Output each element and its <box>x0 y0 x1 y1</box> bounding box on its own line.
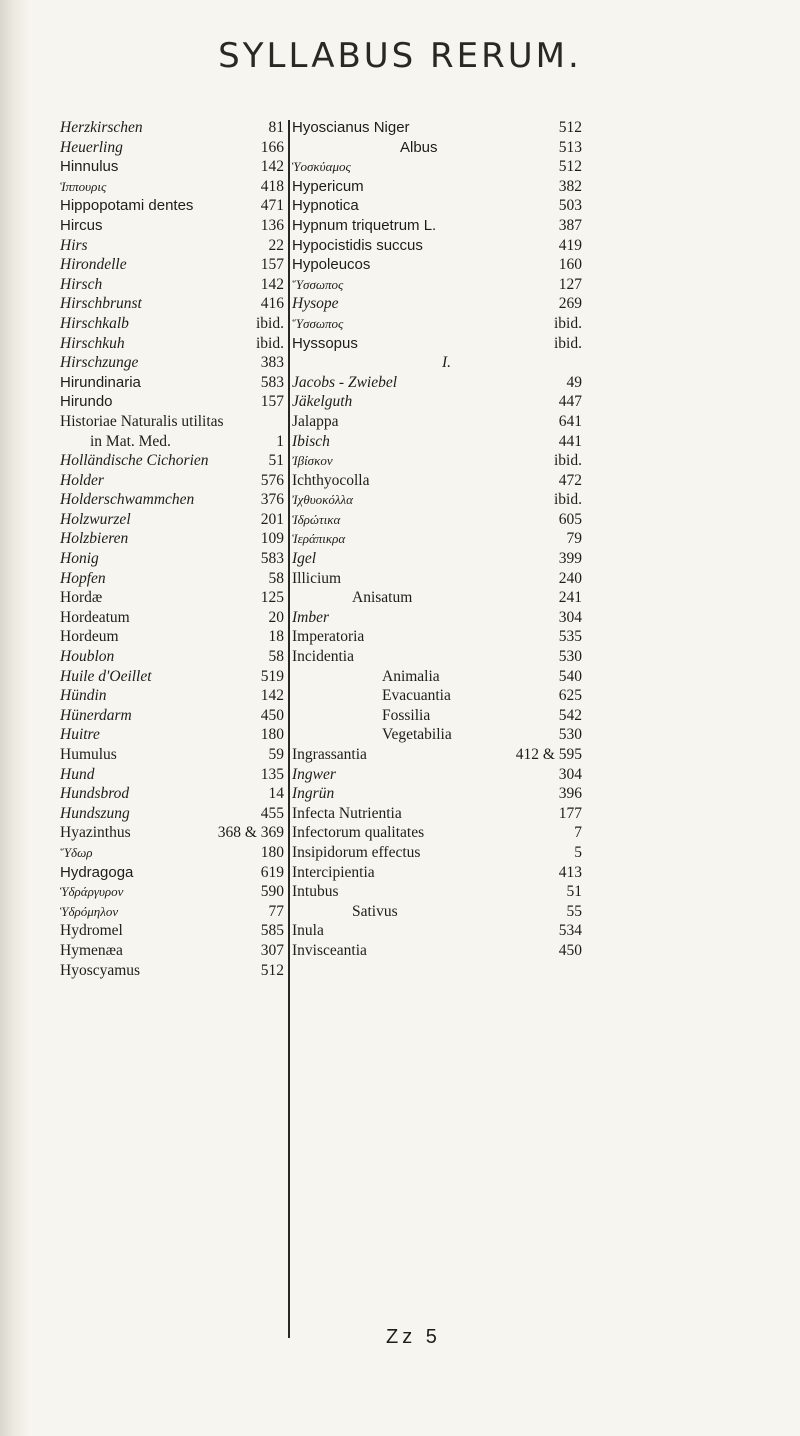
index-entry <box>292 686 582 706</box>
index-entry <box>60 392 284 412</box>
page-edge-shadow <box>0 0 30 1436</box>
index-entry <box>60 569 284 589</box>
index-term: Incidentia <box>292 648 354 666</box>
index-term: Hirschzunge <box>60 354 139 372</box>
index-entry <box>60 804 284 824</box>
index-term: Ἰχθυοκόλλα <box>292 492 353 508</box>
page-reference: 7 <box>574 824 582 842</box>
page-reference: 530 <box>558 726 582 744</box>
index-entry <box>292 823 582 843</box>
index-term: Hircus <box>60 216 103 234</box>
index-term: Ἱεράπικρα <box>292 531 346 547</box>
index-entry <box>292 412 582 432</box>
index-entry <box>60 255 284 275</box>
index-entry <box>60 725 284 745</box>
index-term: Herzkirschen <box>60 119 143 136</box>
index-term: Hypoleucos <box>292 256 371 274</box>
index-term: Hundszung <box>60 804 130 822</box>
page-reference: 109 <box>260 530 284 548</box>
index-entry <box>292 843 582 863</box>
index-entry <box>60 647 284 667</box>
index-entry <box>60 275 284 295</box>
page-reference: 450 <box>260 706 284 724</box>
index-term: Igel <box>292 550 317 568</box>
index-term: Hirundinaria <box>60 373 141 391</box>
index-entry <box>292 255 582 275</box>
index-term: Hypocistidis succus <box>292 236 423 254</box>
page-reference: 471 <box>260 197 284 215</box>
index-term: Holderschwammchen <box>60 491 195 509</box>
index-entry <box>60 157 284 177</box>
index-term: Ibisch <box>292 432 330 450</box>
page-reference: 269 <box>558 295 582 313</box>
index-term: Hinnulus <box>60 158 119 176</box>
index-term: Hippopotami dentes <box>60 197 194 215</box>
index-entry <box>292 784 582 804</box>
index-entry <box>60 921 284 941</box>
index-entry <box>60 510 284 530</box>
index-term: Ὕδωρ <box>60 844 93 860</box>
page-reference: 177 <box>558 804 582 822</box>
index-entry <box>60 373 284 393</box>
page-reference: 58 <box>268 648 284 666</box>
index-term: Illicium <box>292 569 342 587</box>
index-entry <box>60 412 284 432</box>
index-entry <box>292 667 582 687</box>
page-reference: 22 <box>268 236 284 254</box>
left-index-column <box>60 118 284 980</box>
index-entry <box>292 529 582 549</box>
page-reference: 418 <box>260 177 284 195</box>
page-reference: 542 <box>558 706 582 724</box>
page-reference: ibid. <box>554 334 582 352</box>
page-reference: 180 <box>260 726 284 744</box>
page-reference: 142 <box>260 275 284 293</box>
index-entry <box>292 569 582 589</box>
index-term: Ingrün <box>292 785 335 803</box>
index-term: Ὑδρόμηλον <box>60 903 119 919</box>
signature-mark: Zz 5 <box>386 1326 441 1348</box>
index-term: Infecta Nutrientia <box>292 804 402 822</box>
index-entry <box>292 392 582 412</box>
page-reference: 166 <box>260 138 284 156</box>
index-entry <box>292 118 582 138</box>
index-entry <box>292 216 582 236</box>
index-term: Ὑδράργυρον <box>60 884 124 900</box>
index-term: Houblon <box>60 648 115 666</box>
page-reference: 55 <box>566 902 582 920</box>
page-reference: 535 <box>558 628 582 646</box>
index-entry <box>292 196 582 216</box>
page-reference: 419 <box>558 236 582 254</box>
page-title: SYLLABUS RERUM. <box>218 36 582 76</box>
index-entry <box>60 138 284 158</box>
index-entry <box>60 216 284 236</box>
page-reference: 455 <box>260 804 284 822</box>
index-term: Hyoscyamus <box>60 961 141 979</box>
page-reference: 304 <box>558 608 582 626</box>
index-entry <box>292 157 582 177</box>
index-term: Hypnotica <box>292 197 359 215</box>
page-reference: 157 <box>260 393 284 411</box>
index-entry <box>60 334 284 354</box>
index-term: Hydromel <box>60 922 123 940</box>
page-reference: 540 <box>558 667 582 685</box>
index-term: Jalappa <box>292 412 339 430</box>
index-entry <box>292 236 582 256</box>
index-entry <box>60 686 284 706</box>
page-reference: 503 <box>558 197 582 215</box>
index-term: Holder <box>60 471 104 489</box>
page-reference: 51 <box>268 452 284 470</box>
index-entry <box>292 725 582 745</box>
index-term: Infectorum qualitates <box>292 824 425 842</box>
index-entry <box>292 804 582 824</box>
index-term: Holzbieren <box>60 530 129 548</box>
index-entry <box>60 177 284 197</box>
index-term: Ἱππουρις <box>60 178 107 194</box>
page-reference: 413 <box>558 863 582 881</box>
index-term: Imber <box>292 608 330 626</box>
index-term: Humulus <box>60 746 117 763</box>
index-term: Hirondelle <box>60 256 127 274</box>
page-reference: 512 <box>558 119 582 136</box>
index-term: Hypericum <box>292 177 364 195</box>
page-reference: 387 <box>558 216 582 234</box>
index-term: Hordæ <box>60 589 103 607</box>
index-term: Hordeum <box>60 628 119 646</box>
page-reference: 519 <box>260 667 284 685</box>
index-term: Hyoscianus Niger <box>292 119 410 136</box>
index-entry <box>292 765 582 785</box>
index-term: Albus <box>400 138 438 156</box>
page-reference: 368 & 369 <box>217 824 284 842</box>
index-entry <box>60 490 284 510</box>
index-term: Jacobs - Zwiebel <box>292 373 398 391</box>
index-entry <box>60 236 284 256</box>
page-reference: 180 <box>260 843 284 861</box>
index-term: Ἰβίσκον <box>292 453 333 469</box>
index-entry <box>292 882 582 902</box>
page-reference: 240 <box>558 569 582 587</box>
page-reference: 135 <box>260 765 284 783</box>
page-reference: 157 <box>260 256 284 274</box>
page-reference: ibid. <box>554 491 582 509</box>
index-term: Historiae Naturalis utilitas <box>60 412 224 430</box>
page-reference: 125 <box>260 589 284 607</box>
index-term: Fossilia <box>382 706 431 724</box>
index-term: Hirschbrunst <box>60 295 142 313</box>
index-entry <box>60 823 284 843</box>
index-term: Imperatoria <box>292 628 365 646</box>
index-entry <box>292 941 582 961</box>
page-reference: ibid. <box>554 314 582 332</box>
index-entry <box>60 608 284 628</box>
page-reference: 51 <box>566 883 582 901</box>
index-entry <box>60 667 284 687</box>
index-term: Sativus <box>352 902 398 920</box>
index-term: Anisatum <box>352 589 413 607</box>
index-term: Hyazinthus <box>60 824 131 842</box>
column-divider <box>288 120 290 1338</box>
index-term: Hirsch <box>60 275 103 293</box>
page-reference: 376 <box>260 491 284 509</box>
page-reference: 441 <box>558 432 582 450</box>
index-entry <box>292 902 582 922</box>
index-term: Holländische Cichorien <box>60 452 209 470</box>
index-entry <box>60 784 284 804</box>
index-term: Hund <box>60 765 95 783</box>
page-reference: 18 <box>268 628 284 646</box>
index-entry <box>292 490 582 510</box>
index-term: Intercipientia <box>292 863 375 881</box>
index-term: Huile d'Oeillet <box>60 667 152 685</box>
index-term: Honig <box>60 550 99 568</box>
page-reference: 472 <box>558 471 582 489</box>
page-reference: 641 <box>558 412 582 430</box>
index-term: in Mat. Med. <box>90 432 171 450</box>
page-reference: 412 & 595 <box>515 746 582 763</box>
page-reference: 77 <box>268 902 284 920</box>
page-reference: 20 <box>268 608 284 626</box>
index-entry <box>60 882 284 902</box>
page-reference: 307 <box>260 941 284 959</box>
index-term: Huitre <box>60 726 100 744</box>
index-entry <box>292 549 582 569</box>
index-term: Hündin <box>60 687 107 705</box>
index-entry <box>60 196 284 216</box>
index-entry <box>60 451 284 471</box>
index-term: Ὑοσκύαμος <box>292 159 351 175</box>
page-reference: 513 <box>558 138 582 156</box>
page-reference: 512 <box>260 961 284 979</box>
page-reference: 160 <box>558 256 582 274</box>
page-reference: 5 <box>574 843 582 861</box>
page-reference: 136 <box>260 216 284 234</box>
index-entry <box>292 863 582 883</box>
index-entry <box>60 294 284 314</box>
page-reference: 49 <box>566 373 582 391</box>
page-reference: 59 <box>268 746 284 763</box>
index-entry <box>292 471 582 491</box>
index-term: Hopfen <box>60 569 106 587</box>
page-reference: 58 <box>268 569 284 587</box>
index-entry <box>292 608 582 628</box>
index-term: Ingrassantia <box>292 746 367 763</box>
page-reference: 241 <box>558 589 582 607</box>
index-entry <box>292 510 582 530</box>
index-term: Jäkelguth <box>292 393 353 411</box>
index-entry <box>60 902 284 922</box>
page-reference: 583 <box>260 373 284 391</box>
index-term: Ὕσσωπος <box>292 315 344 331</box>
index-entry <box>292 177 582 197</box>
page-reference: 304 <box>558 765 582 783</box>
index-entry <box>292 373 582 393</box>
index-term: Hirschkuh <box>60 334 125 352</box>
page-reference: 142 <box>260 158 284 176</box>
index-entry <box>292 921 582 941</box>
index-entry <box>292 432 582 452</box>
index-entry <box>60 941 284 961</box>
index-entry <box>60 765 284 785</box>
page-reference: ibid. <box>554 452 582 470</box>
index-term: Hirundo <box>60 393 113 411</box>
index-term: Ingwer <box>292 765 336 783</box>
index-entry <box>60 314 284 334</box>
index-entry <box>292 451 582 471</box>
index-entry <box>60 118 284 138</box>
page-reference: 383 <box>260 354 284 372</box>
page-reference: 447 <box>558 393 582 411</box>
index-term: Invisceantia <box>292 941 367 959</box>
index-entry <box>60 471 284 491</box>
page-reference: 530 <box>558 648 582 666</box>
index-entry <box>60 353 284 373</box>
index-entry <box>292 353 582 373</box>
index-term: Ὕσσωπος <box>292 276 344 292</box>
index-term: Ἱδρώτικα <box>292 511 341 527</box>
index-term: Hirschkalb <box>60 314 129 332</box>
page-reference: 605 <box>558 510 582 528</box>
page-reference: 590 <box>260 883 284 901</box>
page-reference: ibid. <box>256 334 284 352</box>
index-term: Hünerdarm <box>60 706 132 724</box>
page-reference: 127 <box>558 275 582 293</box>
index-entry <box>60 961 284 981</box>
index-term: Insipidorum effectus <box>292 843 421 861</box>
page-reference: ibid. <box>256 314 284 332</box>
index-entry <box>292 706 582 726</box>
page-reference: 201 <box>260 510 284 528</box>
page-reference: 512 <box>558 158 582 176</box>
index-term: I. <box>442 354 452 372</box>
index-term: Vegetabilia <box>382 726 452 744</box>
index-entry <box>292 334 582 354</box>
index-entry <box>60 549 284 569</box>
right-index-column <box>292 118 582 961</box>
page-reference: 585 <box>260 922 284 940</box>
page-reference: 625 <box>558 687 582 705</box>
index-term: Inula <box>292 922 324 940</box>
page-reference: 396 <box>558 785 582 803</box>
page-reference: 534 <box>558 922 582 940</box>
page-reference: 1 <box>276 432 284 450</box>
index-entry <box>292 275 582 295</box>
index-term: Hymenæa <box>60 941 123 959</box>
index-entry <box>292 745 582 765</box>
index-entry <box>292 627 582 647</box>
index-term: Hundsbrod <box>60 785 130 803</box>
index-entry <box>60 706 284 726</box>
index-term: Animalia <box>382 667 440 685</box>
index-entry <box>60 843 284 863</box>
page-reference: 382 <box>558 177 582 195</box>
index-term: Evacuantia <box>382 687 451 705</box>
index-entry <box>60 745 284 765</box>
page-reference: 399 <box>558 550 582 568</box>
index-entry <box>60 863 284 883</box>
page-reference: 142 <box>260 687 284 705</box>
index-entry <box>292 314 582 334</box>
index-entry <box>292 138 582 158</box>
index-term: Intubus <box>292 883 339 901</box>
index-entry <box>292 647 582 667</box>
index-term: Hirs <box>60 236 88 254</box>
index-term: Hordeatum <box>60 608 130 626</box>
index-entry <box>292 588 582 608</box>
index-entry <box>60 529 284 549</box>
index-entry <box>292 294 582 314</box>
index-term: Hypnum triquetrum L. <box>292 216 437 234</box>
page-reference: 79 <box>566 530 582 548</box>
page-reference: 81 <box>268 119 284 136</box>
index-entry <box>60 627 284 647</box>
page-reference: 583 <box>260 550 284 568</box>
index-term: Hyssopus <box>292 334 358 352</box>
index-term: Hydragoga <box>60 863 134 881</box>
page-reference: 450 <box>558 941 582 959</box>
index-entry <box>60 432 284 452</box>
page-reference: 576 <box>260 471 284 489</box>
page-reference: 416 <box>260 295 284 313</box>
index-term: Hysope <box>292 295 339 313</box>
index-term: Holzwurzel <box>60 510 131 528</box>
page-reference: 14 <box>268 785 284 803</box>
page-reference: 619 <box>260 863 284 881</box>
index-entry <box>60 588 284 608</box>
index-term: Heuerling <box>60 138 123 156</box>
index-term: Ichthyocolla <box>292 471 370 489</box>
